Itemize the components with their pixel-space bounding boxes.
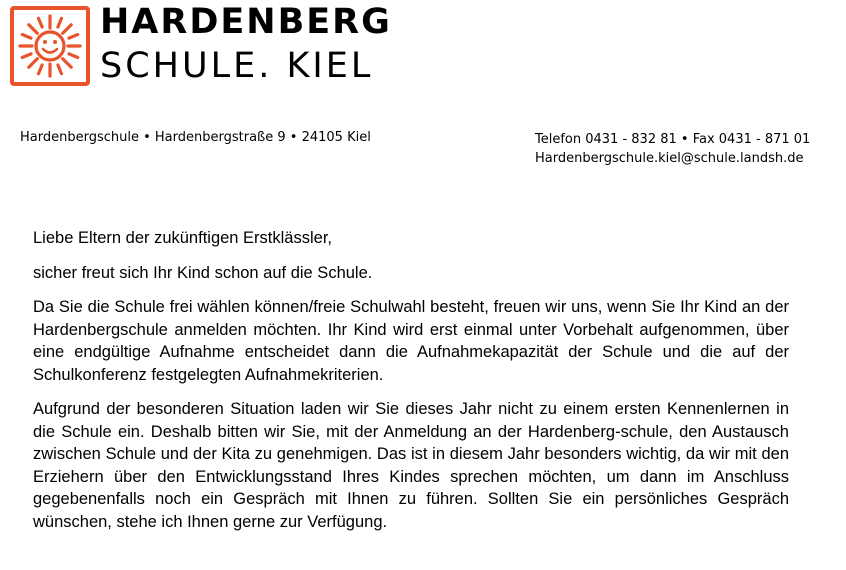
school-address: Hardenbergschule • Hardenbergstraße 9 • 24105 Kiel [20,130,371,145]
brand-name: HARDENBERG [100,2,392,42]
intro-line: sicher freut sich Ihr Kind schon auf die Schule. [33,263,373,282]
phone-fax: Telefon 0431 - 832 81 • Fax 0431 - 871 01 [535,132,811,147]
contact-block [535,130,810,168]
email-address: Hardenbergschule.kiel@schule.landsh.de [535,151,804,166]
letter-body [33,227,789,545]
paragraph-1: Da Sie die Schule frei wählen können/freie Schulwahl besteht, freuen wir uns, wenn Sie Ihr Kind an der Hardenbergschule anmelden möchten. Ihr Kind wird erst einmal unter Vorbehalt aufgenommen, über eine endgültige Aufnahme entscheidet dann die Aufnahmekapazität der Schule und die auf der Schulkonferenz festgelegten Aufnahmekriterien. [33,298,789,384]
brand-subtitle: SCHULE. KIEL [100,46,374,86]
letterhead [10,2,410,88]
paragraph-2: Aufgrund der besonderen Situation laden wir Sie dieses Jahr nicht zu einem ersten Kennenlernen in die Schule ein. Deshalb bitten wir Sie, mit der Anmeldung an der Hardenberg-schule, den Austausch zwischen Schule und der Kita zu genehmigen. Das ist in diesem Jahr besonders wichtig, da wir mit den Erziehern über den Entwicklungsstand Ihres Kindes sprechen möchten, um dann im Anschluss gegebenenfalls noch ein Gespräch mit Ihnen zu führen. Sollten Sie ein persönliches Gespräch wünschen, stehe ich Ihnen gerne zur Verfügung. [33,400,789,531]
smiling-sun-icon [10,6,90,86]
salutation: Liebe Eltern der zukünftigen Erstklässler, [33,229,332,247]
